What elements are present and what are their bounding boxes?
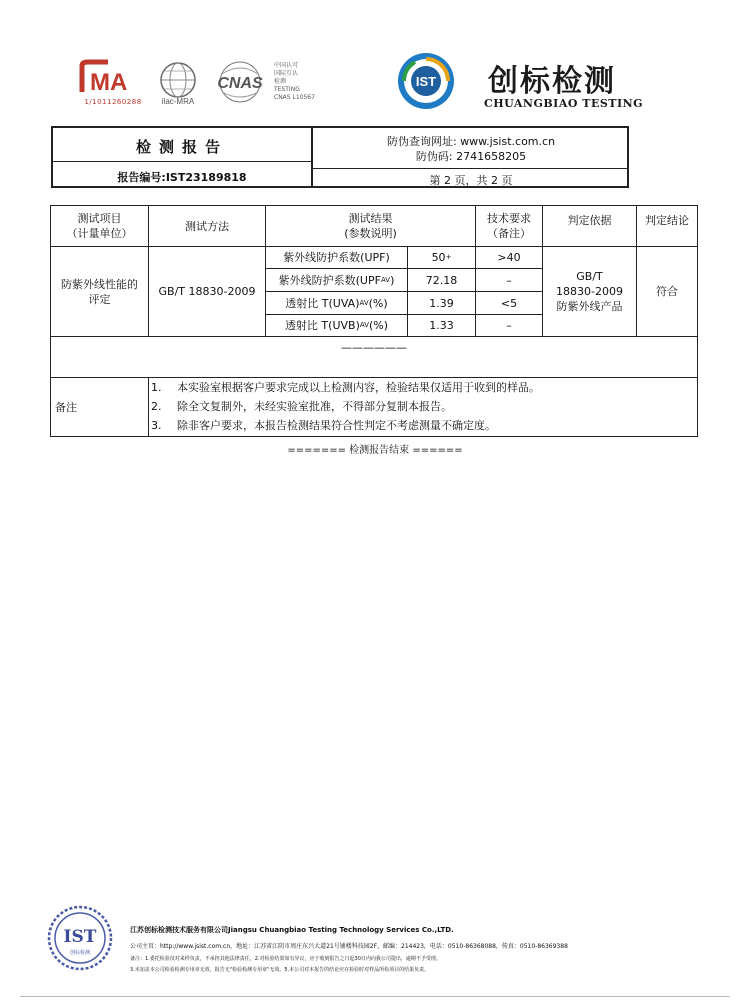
remarks-label: 备注 — [55, 401, 77, 414]
cnas-text: CNAS — [217, 75, 263, 92]
results-table — [50, 205, 698, 437]
judgement-conclusion: 符合 — [656, 285, 678, 298]
svg-text:MA: MA — [90, 69, 128, 96]
anti-fake-code: 防伪码: 2741658205 — [415, 150, 527, 163]
report-end-marker: ======= 检测报告结束 ====== — [287, 445, 463, 456]
judgement-basis: GB/T 18830-2009 防紫外线产品 — [556, 270, 623, 313]
cnas-logo — [208, 60, 272, 108]
test-item: 防紫外线性能的 评定 — [61, 277, 138, 306]
stamp-text: IST — [63, 927, 97, 947]
result-param: 紫外线防护系数(UPF AV ) — [278, 273, 395, 287]
cnas-info: 中国认可 国际互认 检测 TESTING CNAS L10567 — [274, 62, 315, 101]
footer-company: 江苏创标检测技术服务有限公司Jiangsu Chuangbiao Testing Technology Services Co.,LTD. — [130, 926, 454, 934]
result-requirement: – — [506, 273, 512, 287]
report-number: 报告编号:IST23189818 — [117, 171, 247, 184]
page-number: 第 2 页，共 2 页 — [429, 174, 513, 187]
result-requirement: <5 — [500, 296, 518, 310]
col-header-conclusion: 判定结论 — [645, 213, 689, 227]
cma-logo — [78, 58, 148, 110]
empty-row-separator: —————— — [341, 340, 407, 354]
col-header-requirement: 技术要求 （备注） — [487, 212, 531, 240]
remark-item: 1. 本实验室根据客户要求完成以上检测内容，检验结果仅适用于收到的样品。 — [151, 381, 540, 394]
result-param: 透射比 T(UVA) AV (%) — [285, 296, 388, 310]
footer-address: 公司主页：http://www.jsist.com.cn，地址：江苏省江阴市周庄东兴大道21号铺楼科技园2F，邮编：214423，电话：0510-86368088，传真：0510-86369388 — [130, 943, 568, 950]
remark-item: 3. 除非客户要求，本报告检测结果符合性判定不考虑测量不确定度。 — [151, 419, 496, 432]
brand-name-en: CHUANGBIAO TESTING — [484, 97, 644, 110]
result-param: 紫外线防护系数(UPF) — [283, 251, 390, 264]
result-requirement: >40 — [497, 251, 521, 264]
test-method: GB/T 18830-2009 — [158, 285, 256, 298]
footer-note: 备注：1.委托检验仅对来样负责，不承担其他法律责任，2.对检验结果如有异议，应于收到报告之日起30日内向我公司提出，逾期不予受理。 — [130, 956, 441, 962]
ilac-mra-logo — [150, 58, 206, 108]
footer-note: 3.未加盖本公司检验检测专用章无效，报告无"检验检测专用章"无效。5.本公司对本报告的结论应在检验时对样品所检项目的结果负责。 — [130, 967, 430, 973]
brand-name-cn: 创标检测 — [488, 64, 616, 99]
col-header-item: 测试项目 （计量单位） — [66, 212, 133, 240]
report-header — [51, 126, 629, 188]
report-title: 检测报告 — [135, 138, 228, 156]
cma-number: 1/1011260288 — [84, 98, 142, 106]
ilac-text: ilac-MRA — [161, 97, 195, 106]
result-value: 50 + — [431, 251, 452, 264]
stamp-sub: 创标检测 — [69, 950, 91, 956]
col-header-method: 测试方法 — [185, 219, 229, 233]
col-header-result: 测试结果 (参数说明) — [344, 212, 397, 240]
result-value: 1.39 — [429, 296, 454, 310]
col-header-basis: 判定依据 — [567, 213, 612, 227]
footer-divider — [20, 996, 730, 997]
result-param: 透射比 T(UVB) AV (%) — [284, 319, 389, 332]
ist-stamp-logo — [45, 905, 115, 971]
remark-item: 2. 除全文复制外，未经实验室批准，不得部分复制本报告。 — [151, 400, 452, 413]
ist-logo-text: IST — [415, 74, 437, 89]
result-requirement: – — [506, 319, 512, 332]
result-value: 72.18 — [425, 273, 458, 287]
ist-logo — [395, 50, 457, 112]
result-value: 1.33 — [429, 319, 454, 332]
anti-fake-website: 防伪查询网址: www.jsist.com.cn — [386, 135, 556, 148]
